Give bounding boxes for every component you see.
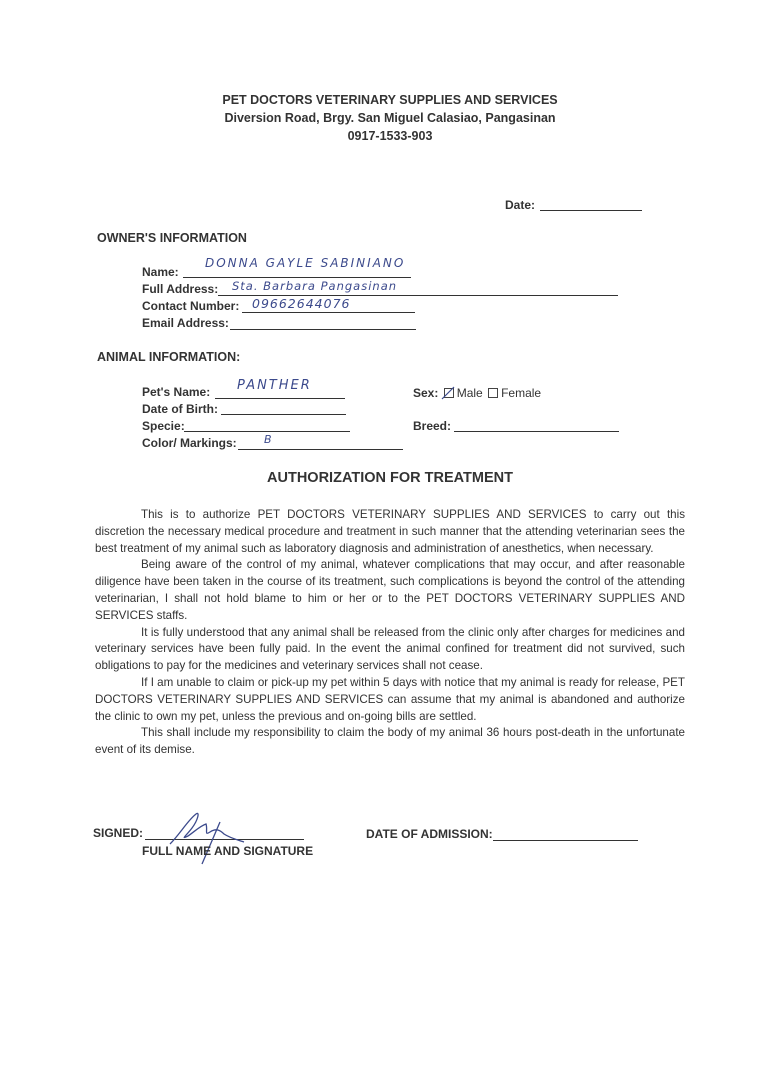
company-address: Diversion Road, Brgy. San Miguel Calasiao, Pangasinan (224, 111, 556, 125)
sex-row (413, 386, 541, 400)
paragraph: This is to authorize PET DOCTORS VETERINARY SUPPLIES AND SERVICES to carry out this discretion the necessary medical procedure and treatment in such manner that the attending veterinarian sees the best treatment of my animal such as laboratory diagnosis and administration of anesthetics, when necessary. (95, 508, 685, 555)
female-checkbox[interactable] (488, 388, 498, 398)
owner-name-field[interactable] (183, 277, 411, 278)
owner-name-value: DONNA GAYLE SABINIANO (205, 256, 406, 270)
paragraph: If I am unable to claim or pick-up my pet within 5 days with notice that my animal is ready for release, PET DOCTORS VETERINARY SUPPLIES AND SERVICES can assume that my animal is abandoned and authorize the clinic to own my pet, unless the previous and on-going bills are settled. (95, 675, 685, 723)
signed-label: SIGNED: (93, 826, 144, 840)
breed-field[interactable] (454, 431, 619, 432)
pet-name-value: PANTHER (237, 378, 312, 393)
specie-label: Specie: (142, 419, 185, 433)
paragraph: This shall include my responsibility to claim the body of my animal 36 hours post-death in the unfortunate event of its demise. (95, 726, 685, 757)
contact-number-value: 09662644076 (252, 296, 351, 311)
pet-name-field[interactable] (215, 398, 345, 399)
color-markings-value: B (264, 433, 274, 446)
paragraph: Being aware of the control of my animal, whatever complications that may occur, and after reasonable diligence have been taken in the course of its treatment, such complications is beyond the control of the attending veterinarian, I shall not hold blame to him or her or to the PET DOCTORS VETERINARY SUPPLIES AND SERVICES staffs. (95, 558, 685, 622)
authorization-title: AUTHORIZATION FOR TREATMENT (267, 470, 513, 486)
specie-field[interactable] (184, 431, 350, 432)
paragraph: It is fully understood that any animal shall be released from the clinic only after charges for medicines and veterinary services have been fully paid. In the event the animal confined for treatment did not survived, such obligations to pay for the medicines and veterinary services shall not cease. (95, 625, 685, 673)
owner-info-heading: OWNER'S INFORMATION (97, 231, 247, 245)
male-label: Male (456, 386, 483, 400)
owner-address-label: Full Address: (142, 282, 219, 296)
owner-address-value: Sta. Barbara Pangasinan (232, 279, 398, 293)
animal-info-heading: ANIMAL INFORMATION: (97, 350, 241, 364)
date-of-admission-label: DATE OF ADMISSION: (366, 827, 493, 841)
breed-label: Breed: (413, 419, 452, 433)
male-checkmark-icon (441, 386, 455, 400)
signature-caption: FULL NAME AND SIGNATURE (142, 844, 314, 858)
company-name: PET DOCTORS VETERINARY SUPPLIES AND SERVICES (222, 93, 558, 107)
authorization-body (95, 507, 685, 759)
dob-field[interactable] (221, 414, 346, 415)
date-field[interactable] (540, 210, 642, 211)
date-of-admission-field[interactable] (493, 840, 638, 841)
color-markings-field[interactable] (238, 449, 403, 450)
date-label: Date: (505, 198, 536, 212)
contact-number-field[interactable] (242, 312, 415, 313)
company-phone: 0917-1533-903 (347, 129, 433, 143)
dob-label: Date of Birth: (142, 402, 218, 416)
contact-number-label: Contact Number: (142, 299, 240, 313)
handwritten-signature (158, 808, 248, 868)
email-field[interactable] (230, 329, 416, 330)
sex-label: Sex: (413, 386, 439, 400)
pet-name-label: Pet's Name: (142, 385, 211, 399)
owner-name-label: Name: (142, 265, 179, 279)
female-label: Female (501, 386, 542, 400)
color-markings-label: Color/ Markings: (142, 436, 237, 450)
email-label: Email Address: (142, 316, 229, 330)
